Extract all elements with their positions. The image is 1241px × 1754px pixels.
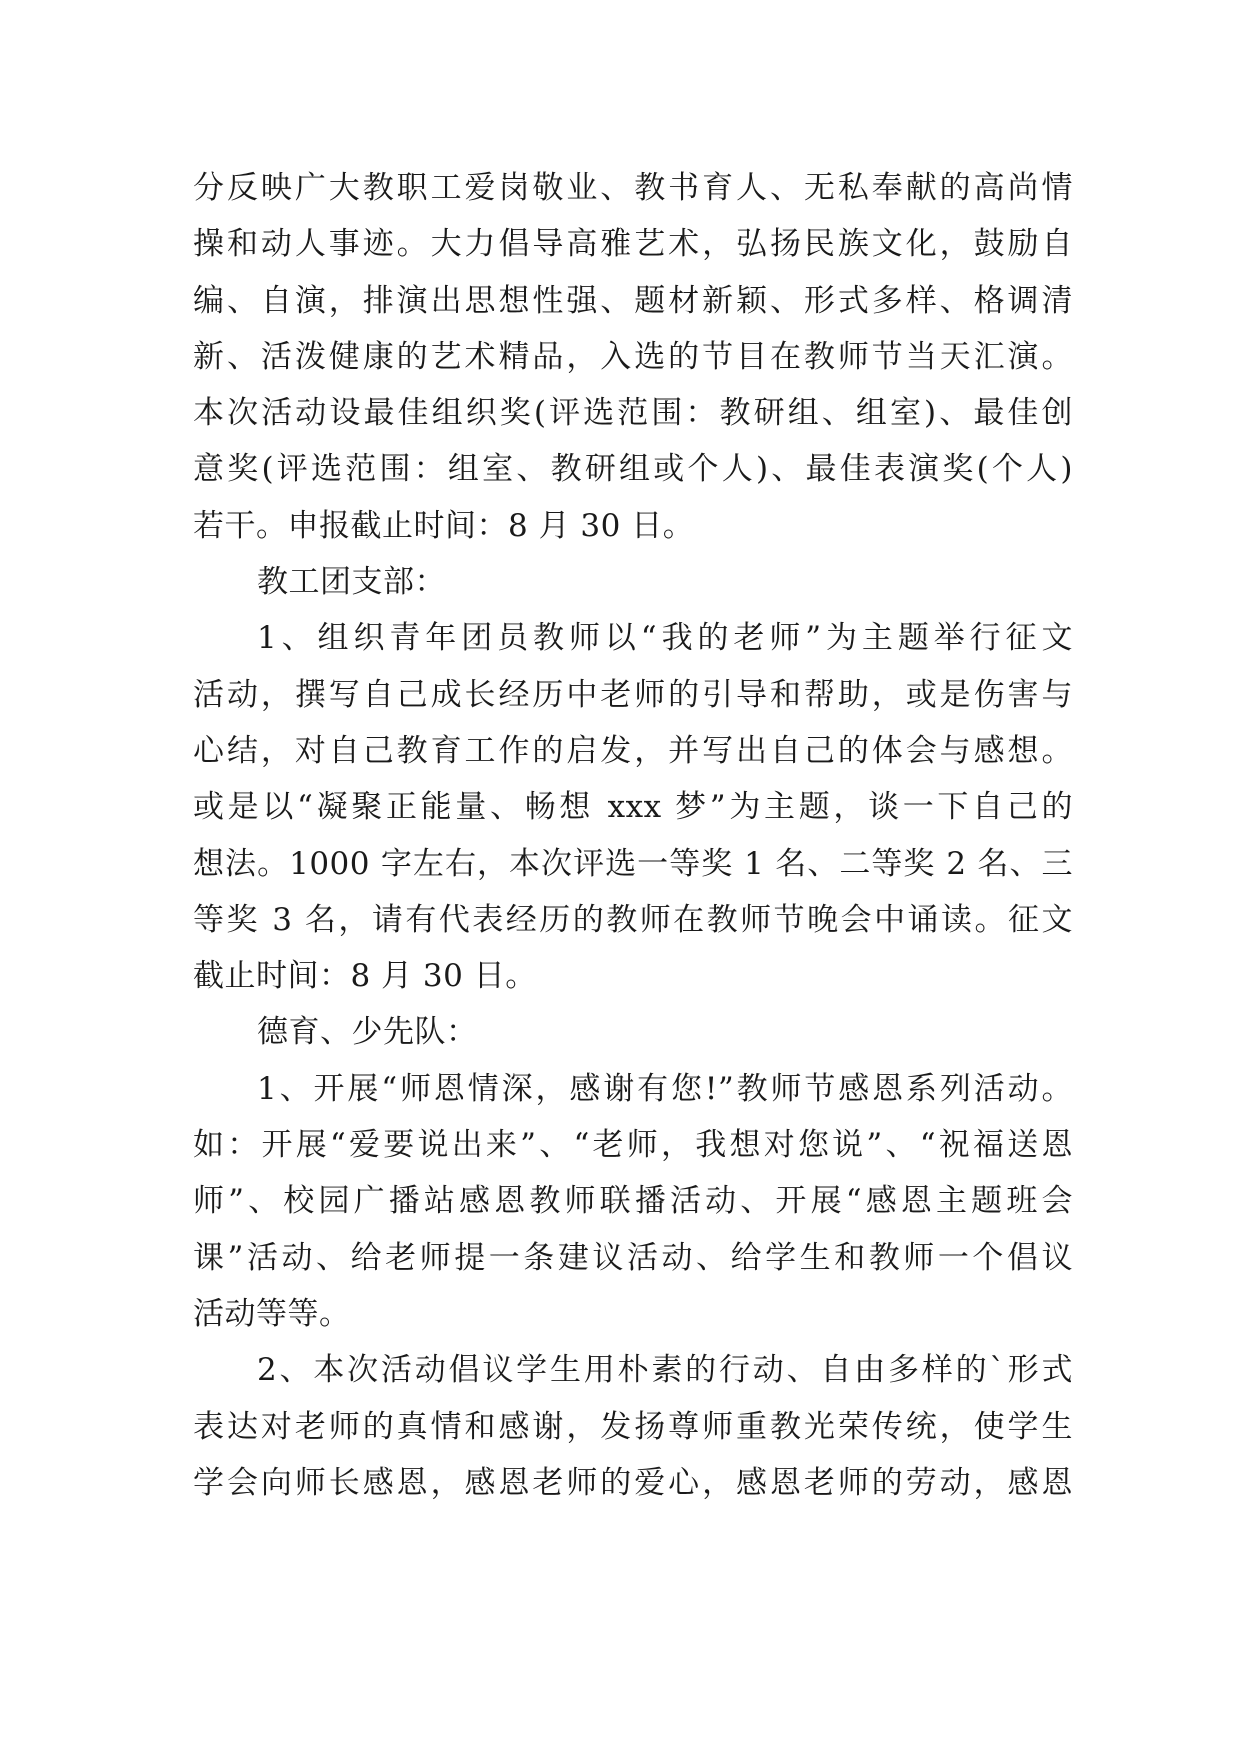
text-line: 学会向师长感恩，感恩老师的爱心，感恩老师的劳动，感恩 — [193, 1464, 1073, 1501]
text-line: 想法。1000 字左右，本次评选一等奖 1 名、二等奖 2 名、三 — [193, 845, 1073, 882]
text-line: 如：开展“爱要说出来”、“老师，我想对您说”、“祝福送恩 — [193, 1127, 1073, 1164]
text-line: 心结，对自己教育工作的启发，并写出自己的体会与感想。 — [193, 732, 1073, 769]
text-line: 若干。申报截止时间：8 月 30 日。 — [193, 507, 695, 544]
text-line: 1、开展“师恩情深，感谢有您!”教师节感恩系列活动。 — [257, 1070, 1073, 1107]
text-line: 分反映广大教职工爱岗敬业、教书育人、无私奉献的高尚情 — [193, 170, 1073, 206]
text-line: 2、本次活动倡议学生用朴素的行动、自由多样的`形式 — [257, 1352, 1073, 1389]
document-body — [193, 160, 1073, 1511]
text-line: 新、活泼健康的艺术精品，入选的节目在教师节当天汇演。 — [193, 338, 1073, 375]
text-line: 活动，撰写自己成长经历中老师的引导和帮助，或是伤害与 — [193, 676, 1073, 713]
text-line: 意奖(评选范围：组室、教研组或个人)、最佳表演奖(个人) — [193, 451, 1073, 488]
text-line: 表达对老师的真情和感谢，发扬尊师重教光荣传统，使学生 — [193, 1408, 1073, 1445]
text-line: 等奖 3 名，请有代表经历的教师在教师节晚会中诵读。征文 — [193, 901, 1073, 938]
text-line: 教工团支部： — [257, 564, 446, 601]
text-line: 1、组织青年团员教师以“我的老师”为主题举行征文 — [257, 620, 1073, 657]
text-line: 师”、校园广播站感恩教师联播活动、开展“感恩主题班会 — [193, 1183, 1073, 1220]
text-line: 本次活动设最佳组织奖(评选范围：教研组、组室)、最佳创 — [193, 395, 1073, 432]
text-line: 截止时间：8 月 30 日。 — [193, 958, 537, 995]
text-line: 编、自演，排演出思想性强、题材新颖、形式多样、格调清 — [193, 282, 1073, 319]
text-line: 或是以“凝聚正能量、畅想 xxx 梦”为主题，谈一下自己的 — [193, 789, 1073, 826]
text-line: 操和动人事迹。大力倡导高雅艺术，弘扬民族文化，鼓励自 — [193, 226, 1073, 263]
text-line: 课”活动、给老师提一条建议活动、给学生和教师一个倡议 — [193, 1239, 1073, 1276]
text-line: 活动等等。 — [193, 1295, 351, 1332]
text-line: 德育、少先队： — [257, 1014, 478, 1051]
